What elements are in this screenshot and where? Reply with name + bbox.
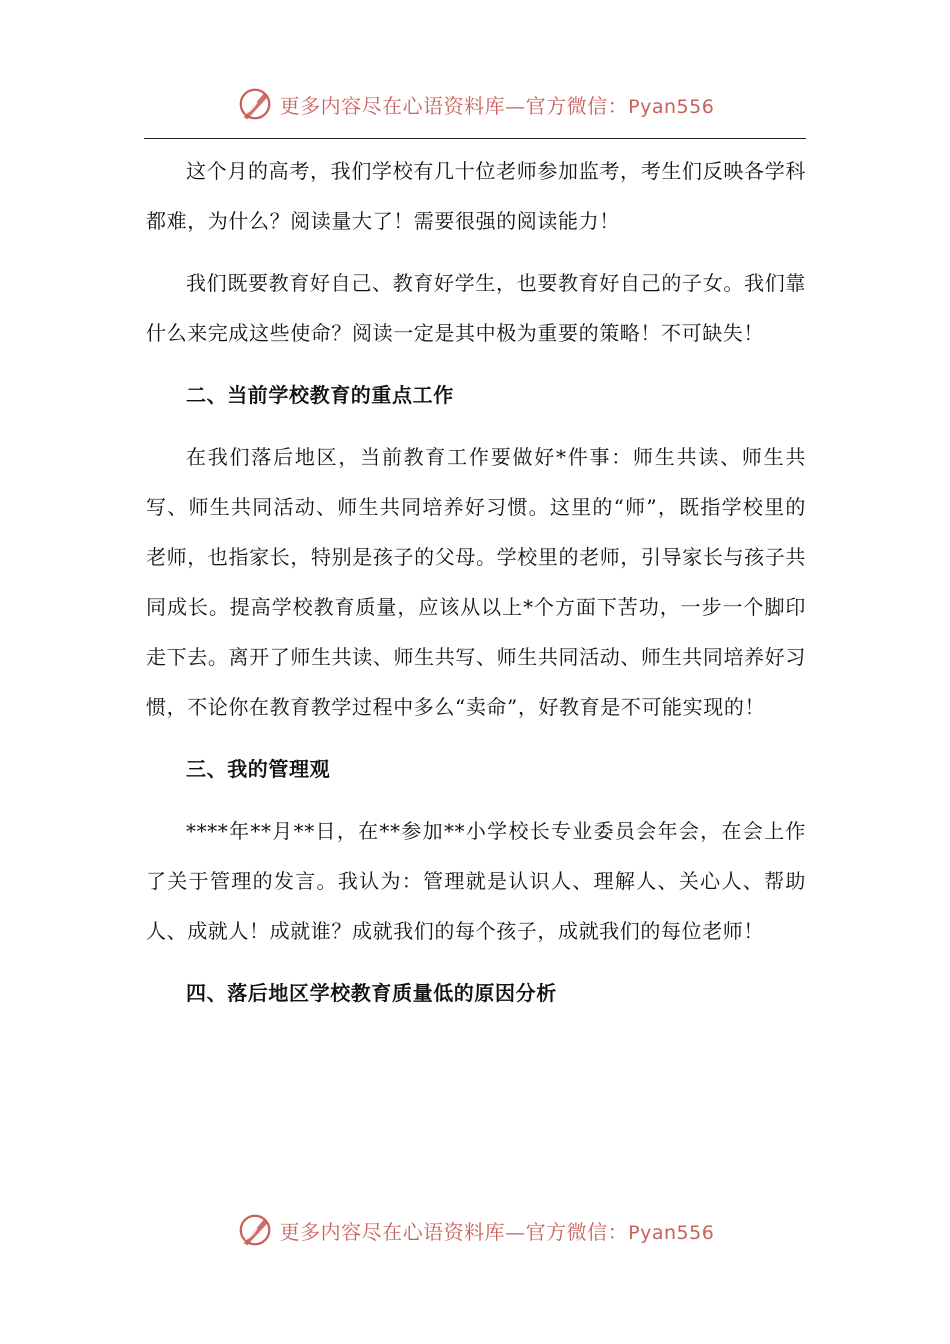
quill-logo-icon [236,85,274,123]
section-heading: 二、当前学校教育的重点工作 [186,383,454,407]
footer-banner-text: 更多内容尽在心语资料库—官方微信：Pyan556 [279,1219,715,1244]
header-banner [0,82,950,126]
paragraph: 在我们落后地区，当前教育工作要做好*件事：师生共读、师生共写、师生共同活动、师生共同培养好习惯。这里的“师”，既指学校里的老师，也指家长，特别是孩子的父母。学校里的老师，引导家长与孩子共同成长。提高学校教育质量，应该从以上*个方面下苦功，一步一个脚印走下去。离开了师生共读、师生共写、师生共同活动、师生共同培养好习惯，不论你在教育教学过程中多么“卖命”，好教育是不可能实现的！ [146,445,806,719]
header-banner-text: 更多内容尽在心语资料库—官方微信：Pyan556 [279,93,715,118]
paragraph: 我们既要教育好自己、教育好学生，也要教育好自己的子女。我们靠什么来完成这些使命？阅读一定是其中极为重要的策略！不可缺失！ [146,271,806,345]
wechat-id: Pyan556 [628,1221,715,1244]
paragraph: 这个月的高考，我们学校有几十位老师参加监考，考生们反映各学科都难，为什么？阅读量大了！需要很强的阅读能力！ [146,159,806,233]
wechat-id: Pyan556 [628,95,715,118]
paragraph: ****年**月**日，在**参加**小学校长专业委员会年会，在会上作了关于管理的发言。我认为：管理就是认识人、理解人、关心人、帮助人、成就人！成就谁？成就我们的每个孩子，成就我们的每位老师！ [146,819,806,943]
section-heading: 四、落后地区学校教育质量低的原因分析 [186,981,557,1005]
document-body [146,146,806,1030]
section-heading: 三、我的管理观 [186,757,331,781]
header-divider [144,138,806,139]
quill-logo-icon [236,1211,274,1249]
footer-banner [0,1208,950,1252]
